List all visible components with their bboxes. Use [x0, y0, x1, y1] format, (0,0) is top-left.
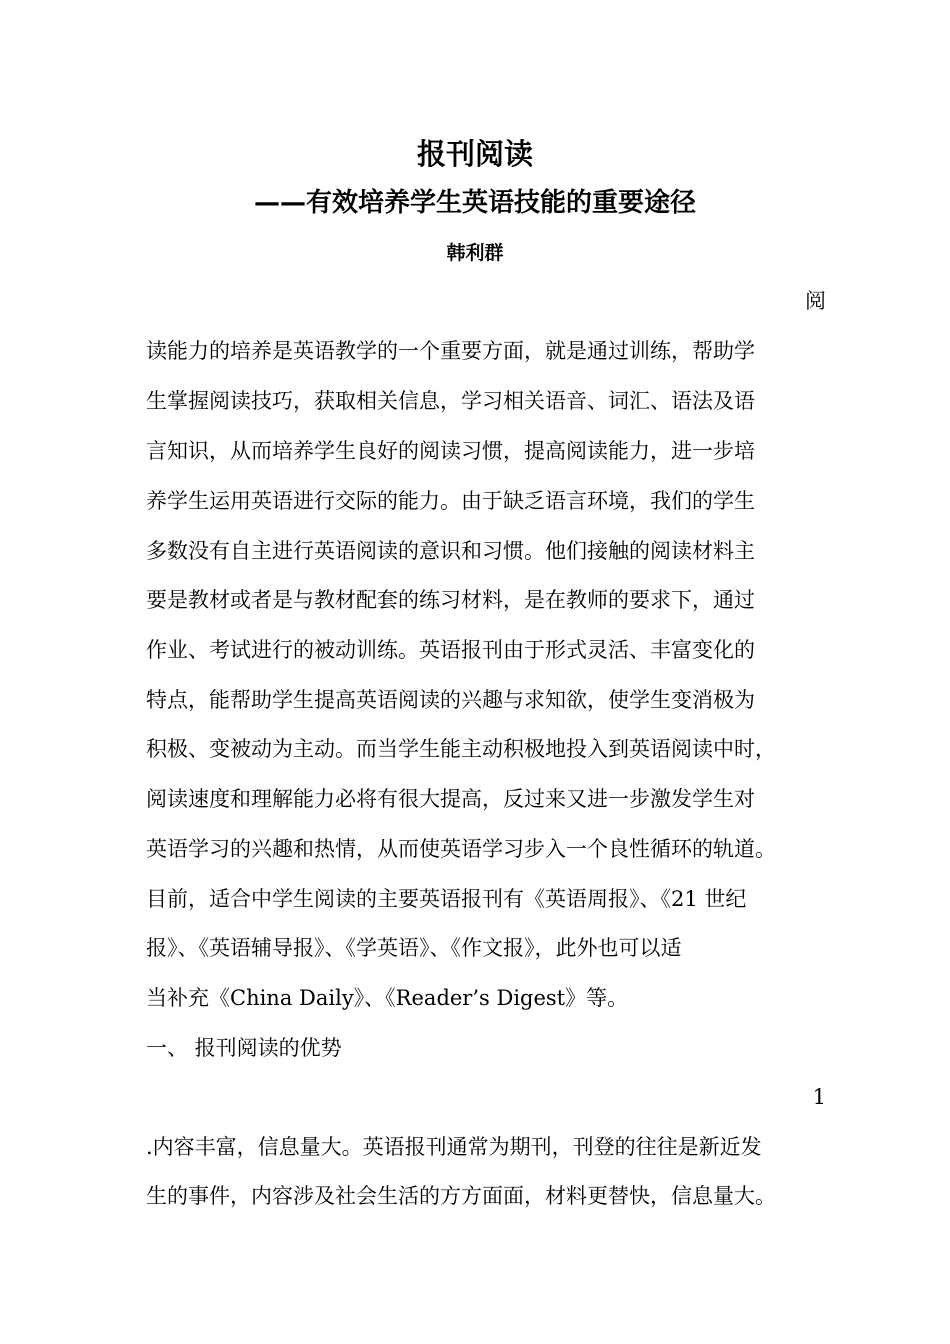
intro-line: 特点，能帮助学生提高英语阅读的兴趣与求知欲，使学生变消极为: [146, 688, 755, 712]
document-title: 报刊阅读: [416, 137, 533, 171]
section-heading: 一、 报刊阅读的优势: [146, 1036, 342, 1060]
intro-line: 阅读速度和理解能力必将有很大提高，反过来又进一步激发学生对: [146, 787, 755, 811]
intro-first-char: 阅: [805, 289, 826, 313]
item-line: 生的事件，内容涉及社会生活的方方面面，材料更替快，信息量大。: [146, 1184, 776, 1208]
item-number: 1: [812, 1085, 826, 1109]
intro-line: 英语学习的兴趣和热情，从而使英语学习步入一个良性循环的轨道。: [146, 837, 776, 861]
author-name: 韩利群: [446, 242, 504, 264]
intro-line: 要是教材或者是与教材配套的练习材料，是在教师的要求下，通过: [146, 588, 755, 612]
intro-line: 作业、考试进行的被动训练。英语报刊由于形式灵活、丰富变化的: [146, 638, 755, 662]
intro-line: 养学生运用英语进行交际的能力。由于缺乏语言环境，我们的学生: [146, 489, 755, 513]
intro-line: 多数没有自主进行英语阅读的意识和习惯。他们接触的阅读材料主: [146, 539, 755, 563]
intro-line: 言知识，从而培养学生良好的阅读习惯，提高阅读能力，进一步培: [146, 439, 755, 463]
intro-line: 生掌握阅读技巧，获取相关信息，学习相关语音、词汇、语法及语: [146, 389, 755, 413]
intro-line: 积极、变被动为主动。而当学生能主动积极地投入到英语阅读中时，: [146, 737, 776, 761]
intro-line: 目前，适合中学生阅读的主要英语报刊有《英语周报》、《21 世纪: [146, 887, 747, 911]
intro-line: 当补充《China Daily》、《Reader’s Digest》等。: [146, 986, 629, 1010]
intro-line: 读能力的培养是英语教学的一个重要方面，就是通过训练，帮助学: [146, 339, 755, 363]
item-line: .内容丰富，信息量大。英语报刊通常为期刊，刊登的往往是新近发: [146, 1135, 762, 1159]
document-subtitle: ——有效培养学生英语技能的重要途径: [253, 188, 696, 218]
intro-line: 报》、《英语辅导报》、《学英语》、《作文报》，此外也可以适: [146, 936, 682, 960]
